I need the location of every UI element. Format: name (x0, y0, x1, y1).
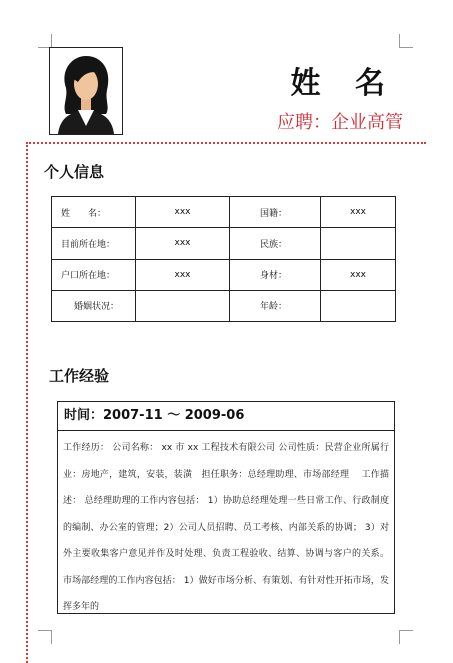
table-cell-value: xxx (136, 259, 230, 290)
work-description: 工作经历： 公司名称： xx 市 xx 工程技术有限公司 公司性质：民营企业所属行业：房地产，建筑，安装，装潢 担任职务：总经理助理、市场部经理 工作描述： 总经理助理的工作内容包括： 1）协助总经理处理一些日常工作、行政制度的编制、办公室的管理；2）公司人员招聘、员工考核、内部关系的协调； 3）对外主要收集客户意见并作及时处理、负责工程验收、结算、协调与客户的关系。 市场部经理的工作内容包括： 1）做好市场分析、有策划、有针对性开拓市场，发挥多年的 (63, 443, 389, 612)
crop-mark-bottom-left (38, 630, 52, 644)
table-cell-label: 身材： (230, 259, 321, 290)
candidate-name: 姓 名 (290, 66, 397, 101)
section-title-work-experience: 工作经验 (49, 367, 110, 385)
table-cell-label: 姓 名： (52, 197, 136, 228)
work-period: 时间：2007-11 ～ 2009-06 (58, 402, 394, 431)
table-cell-value: xxx (136, 228, 230, 259)
table-row (52, 197, 396, 228)
section-title-personal-info: 个人信息 (44, 163, 105, 181)
job-title: 应聘：企业高管 (277, 112, 403, 133)
table-row (52, 259, 396, 290)
crop-mark-bottom-right (399, 630, 413, 644)
table-cell-label: 婚姻状况： (52, 290, 136, 321)
table-cell-value (321, 228, 396, 259)
crop-mark-top-left (38, 34, 52, 48)
table-cell-value: xxx (136, 197, 230, 228)
table-cell-label: 户口所在地： (52, 259, 136, 290)
table-cell-label: 目前所在地： (52, 228, 136, 259)
table-cell-value: xxx (321, 197, 396, 228)
decorative-divider-horizontal (26, 142, 426, 144)
table-cell-value: xxx (321, 259, 396, 290)
table-cell-value (321, 290, 396, 321)
personal-info-table (51, 196, 396, 322)
table-cell-label: 国籍： (230, 197, 321, 228)
table-cell-value (136, 290, 230, 321)
work-experience-box (57, 401, 395, 614)
profile-photo (49, 47, 123, 135)
decorative-divider-vertical (26, 142, 28, 663)
table-row (52, 228, 396, 259)
table-cell-label: 年龄： (230, 290, 321, 321)
table-row (52, 290, 396, 321)
table-cell-label: 民族： (230, 228, 321, 259)
avatar-icon (50, 48, 122, 134)
crop-mark-top-right (399, 34, 413, 48)
